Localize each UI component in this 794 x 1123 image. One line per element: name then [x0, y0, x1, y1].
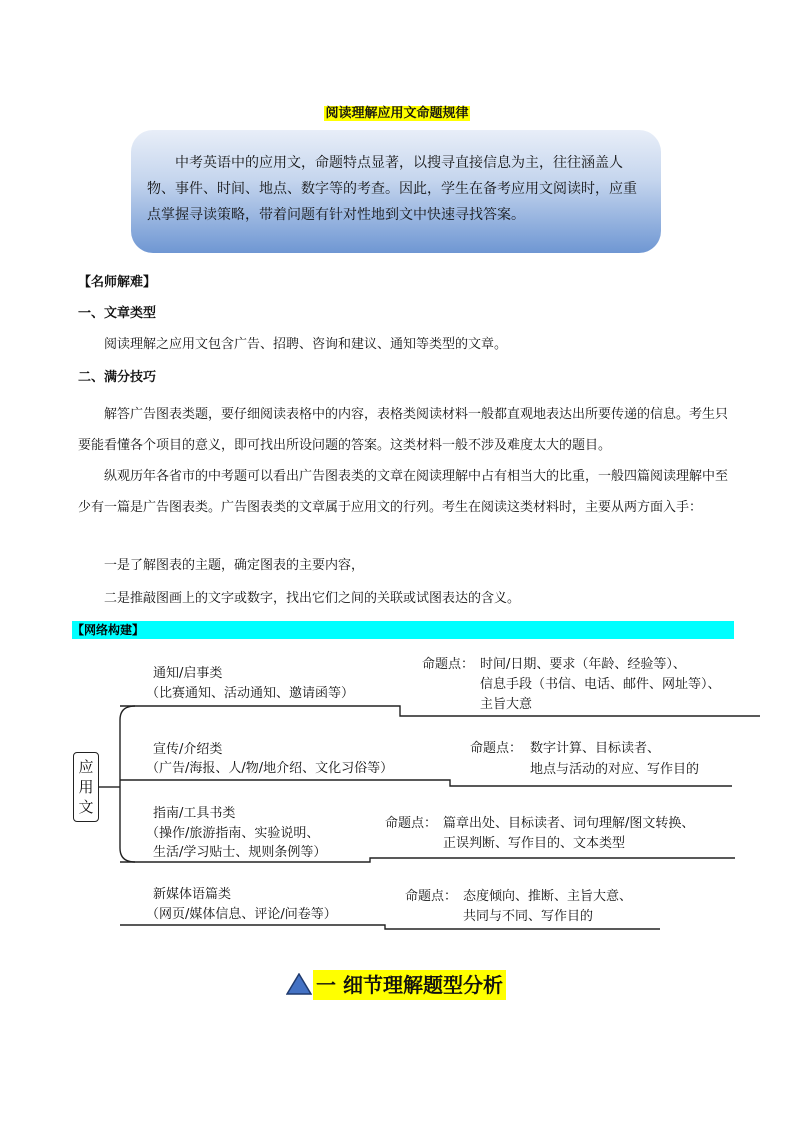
- branch-2-sub: （广告/海报、人/物/地介绍、文化习俗等）: [146, 761, 394, 776]
- section-1-text: 阅读理解之应用文包含广告、招聘、咨询和建议、通知等类型的文章。: [104, 337, 508, 352]
- branch-1-point: 信息手段（书信、电话、邮件、网址等）、: [480, 677, 721, 692]
- branch-3-point-label: 命题点：: [385, 816, 438, 831]
- branch-4-point: 态度倾向、推断、主旨大意、: [463, 889, 633, 904]
- branch-2-point: 地点与活动的对应、写作目的: [530, 762, 700, 777]
- branch-1-point: 主旨大意: [480, 697, 533, 712]
- root-char: 应: [78, 758, 94, 776]
- branch-2-line: [120, 780, 732, 786]
- branch-1-sub: （比赛通知、活动通知、邀请函等）: [146, 686, 355, 701]
- branch-1-line: [120, 706, 760, 716]
- section-1-heading: 一、文章类型: [78, 306, 157, 321]
- branch-3-point: 篇章出处、目标读者、词句理解/图文转换、: [443, 816, 695, 831]
- branch-2-point: 数字计算、目标读者、: [530, 741, 661, 756]
- branch-4-point: 共同与不同、写作目的: [463, 909, 594, 924]
- intro-text: 中考英语中的应用文，命题特点显著，以搜寻直接信息为主，往往涵盖人物、事件、时间、地点、数字等的考查。因此，学生在备考应用文阅读时，应重点掌握寻读策略，带着问题有针对性地到文中快速寻找答案。: [147, 155, 637, 223]
- branch-3-point: 正误判断、写作目的、文本类型: [443, 836, 626, 851]
- page-title-text: 阅读理解应用文命题规律: [325, 106, 469, 121]
- branch-3-sub: （操作/旅游指南、实验说明、: [146, 826, 320, 841]
- section-2-paragraph-1: 解答广告图表类题，要仔细阅读表格中的内容，表格类阅读材料一般都直观地表达出所要传递的信息。考生只要能看懂各个项目的意义，即可找出所设问题的答案。这类材料一般不涉及难度太大的题目。: [78, 407, 729, 453]
- root-char: 文: [78, 798, 94, 816]
- branch-1-title: 通知/启事类: [153, 666, 223, 681]
- branch-brace: [120, 706, 135, 862]
- branch-3-sub: 生活/学习贴士、规则条例等）: [153, 845, 327, 860]
- branch-2-point-label: 命题点：: [470, 741, 523, 756]
- branch-3-title: 指南/工具书类: [153, 806, 236, 821]
- branch-1-point-label: 命题点：: [422, 657, 475, 672]
- branch-4-point-label: 命题点：: [405, 889, 458, 904]
- network-heading: 【网络构建】: [72, 621, 734, 639]
- section-2-heading: 二、满分技巧: [78, 370, 157, 385]
- branch-4-sub: （网页/媒体信息、评论/问卷等）: [146, 907, 337, 922]
- mindmap-root: [73, 752, 99, 822]
- expert-heading: 【名师解难】: [78, 275, 157, 290]
- root-char: 用: [78, 778, 94, 796]
- triangle-icon: [286, 973, 312, 995]
- section-2-paragraph-3: 一是了解图表的主题，确定图表的主要内容，: [104, 558, 365, 573]
- section-heading-text: 一 细节理解题型分析: [313, 970, 506, 1000]
- branch-1-point: 时间/日期、要求（年龄、经验等）、: [480, 657, 686, 672]
- branch-2-title: 宣传/介绍类: [153, 742, 223, 757]
- section-2-paragraph-2: 纵观历年各省市的中考题可以看出广告图表类的文章在阅读理解中占有相当大的比重，一般四篇阅读理解中至少有一篇是广告图表类。广告图表类的文章属于应用文的行列。考生在阅读这类材料时，主要从两方面入手：: [78, 469, 729, 515]
- section-2-paragraph-4: 二是推敲图画上的文字或数字，找出它们之间的关联或试图表达的含义。: [104, 591, 521, 606]
- branch-4-title: 新媒体语篇类: [153, 887, 232, 902]
